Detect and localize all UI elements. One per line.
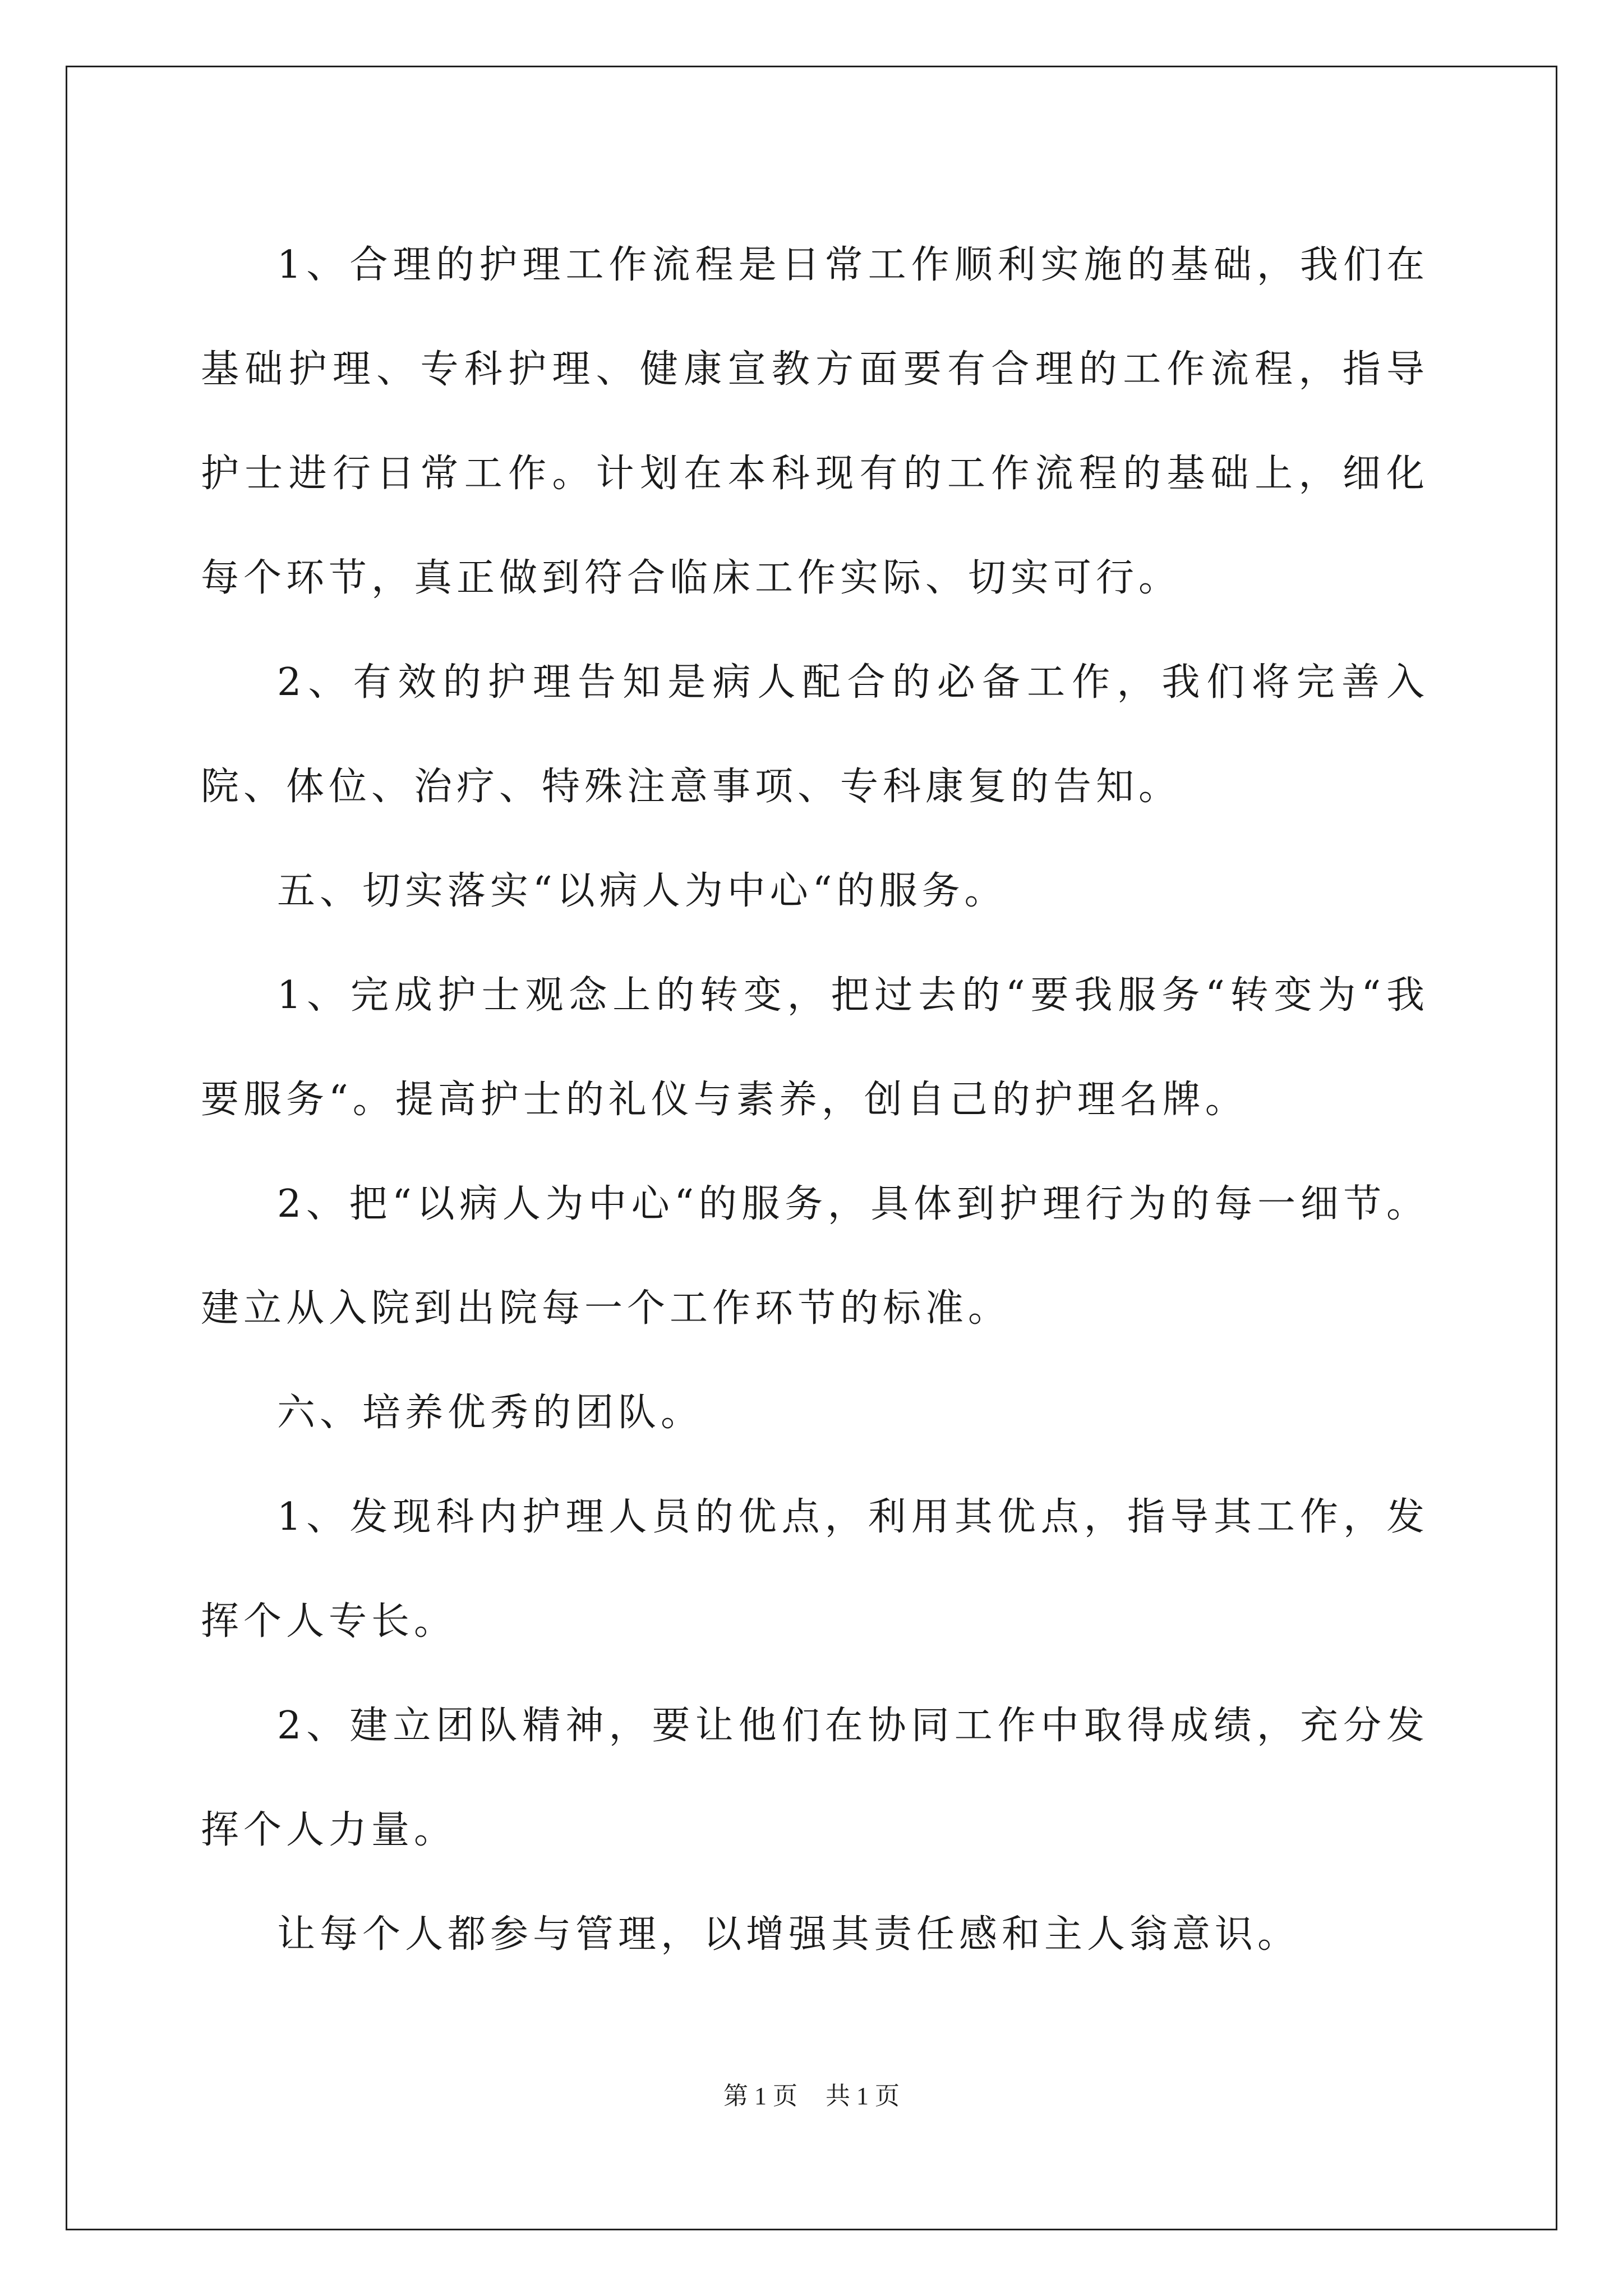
paragraph-6: 2、建立团队精神，要让他们在协同工作中取得成绩，充分发挥个人力量。 <box>201 1704 1429 1852</box>
paragraph-3: 1、完成护士观念上的转变，把过去的“要我服务“转变为“我要服务“。提高护士的礼仪与素养，创自己的护理名牌。 <box>201 973 1429 1122</box>
page-total: 共 1 页 <box>826 2082 900 2110</box>
document-body <box>201 213 1429 1987</box>
paragraph-4: 2、把“以病人为中心“的服务，具体到护理行为的每一细节。建立从入院到出院每一个工作环节的标准。 <box>201 1182 1429 1331</box>
section-heading-5: 五、切实落实“以病人为中心“的服务。 <box>277 869 1007 913</box>
paragraph-5: 1、发现科内护理人员的优点，利用其优点，指导其工作，发挥个人专长。 <box>201 1495 1429 1644</box>
page-number: 第 1 页 <box>723 2082 797 2110</box>
page-footer <box>0 2076 1623 2111</box>
paragraph-7: 让每个人都参与管理，以增强其责任感和主人翁意识。 <box>277 1912 1301 1957</box>
paragraph-1: 1、合理的护理工作流程是日常工作顺利实施的基础，我们在基础护理、专科护理、健康宣教方面要有合理的工作流程，指导护士进行日常工作。计划在本科现有的工作流程的基础上，细化每个环节，真正做到符合临床工作实际、切实可行。 <box>201 243 1429 600</box>
section-heading-6: 六、培养优秀的团队。 <box>277 1391 704 1435</box>
paragraph-2: 2、有效的护理告知是病人配合的必备工作，我们将完善入院、体位、治疗、特殊注意事项、专科康复的告知。 <box>201 660 1429 809</box>
